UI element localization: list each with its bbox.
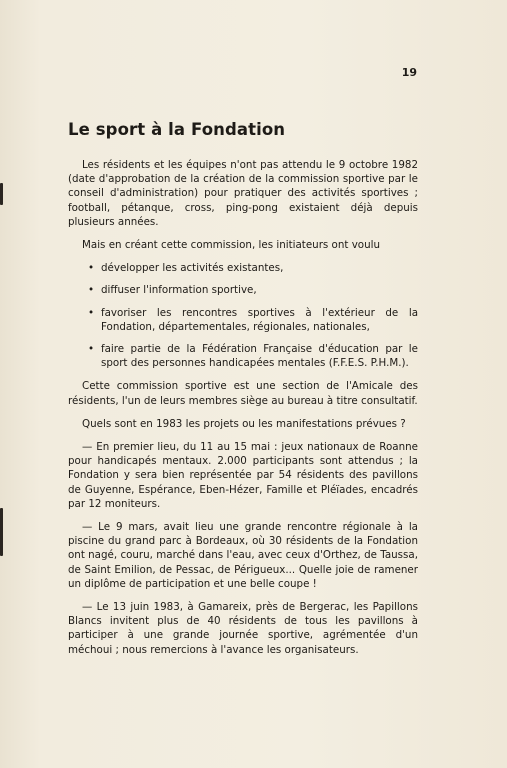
paragraph: — En premier lieu, du 11 au 15 mai : jeux nationaux de Roanne pour handicapés mentaux. 2.000 participants sont attendus ; la Fondation y sera bien représentée par 54 résidents des pavillons de Guyenne, Espérance, Eben-Hézer, Famille et Pléïades, encadrés par 12 moniteurs. xyxy=(68,441,418,510)
paragraph: — Le 13 juin 1983, à Gamareix, près de Bergerac, les Papillons Blancs invitent plus de 40 résidents de tous les pavillons à participer à une grande journée sportive, agrémentée d'un méchoui ; nous remercions à l'avance les organisateurs. xyxy=(68,601,418,656)
binding-mark xyxy=(0,508,3,556)
list-item: • développer les activités existantes, xyxy=(88,261,418,275)
paragraph: — Le 9 mars, avait lieu une grande rencontre régionale à la piscine du grand parc à Bordeaux, où 30 résidents de la Fondation ont nagé, couru, marché dans l'eau, avec ceux d'Orthez, de Taussa, de Saint Emilion, de Pessac, de Périgueux... Quelle joie de ramener un diplôme de participation et une belle coupe ! xyxy=(68,521,418,590)
list-item: • diffuser l'information sportive, xyxy=(88,283,418,297)
paragraph: Les résidents et les équipes n'ont pas attendu le 9 octobre 1982 (date d'approbation de la création de la commission sportive par le conseil d'administration) pour pratiquer des activités sportives ; football, pétanque, cross, ping-pong existaient déjà depuis plusieurs années. xyxy=(68,159,418,228)
list-item: • favoriser les rencontres sportives à l'extérieur de la Fondation, départementales, régionales, nationales, xyxy=(88,306,418,334)
bullet-list xyxy=(68,261,418,370)
page-number: 19 xyxy=(401,66,417,79)
paragraph: Mais en créant cette commission, les initiateurs ont voulu xyxy=(82,239,381,252)
list-item: • faire partie de la Fédération Française d'éducation par le sport des personnes handicapées mentales (F.F.E.S. P.H.M.). xyxy=(88,342,418,370)
page-title: Le sport à la Fondation xyxy=(68,120,286,139)
binding-mark xyxy=(0,183,3,205)
paragraph: Quels sont en 1983 les projets ou les manifestations prévues ? xyxy=(82,417,406,430)
paragraph: Cette commission sportive est une section de l'Amicale des résidents, l'un de leurs membres siège au bureau à titre consultatif. xyxy=(68,380,418,407)
article-body xyxy=(68,158,418,666)
